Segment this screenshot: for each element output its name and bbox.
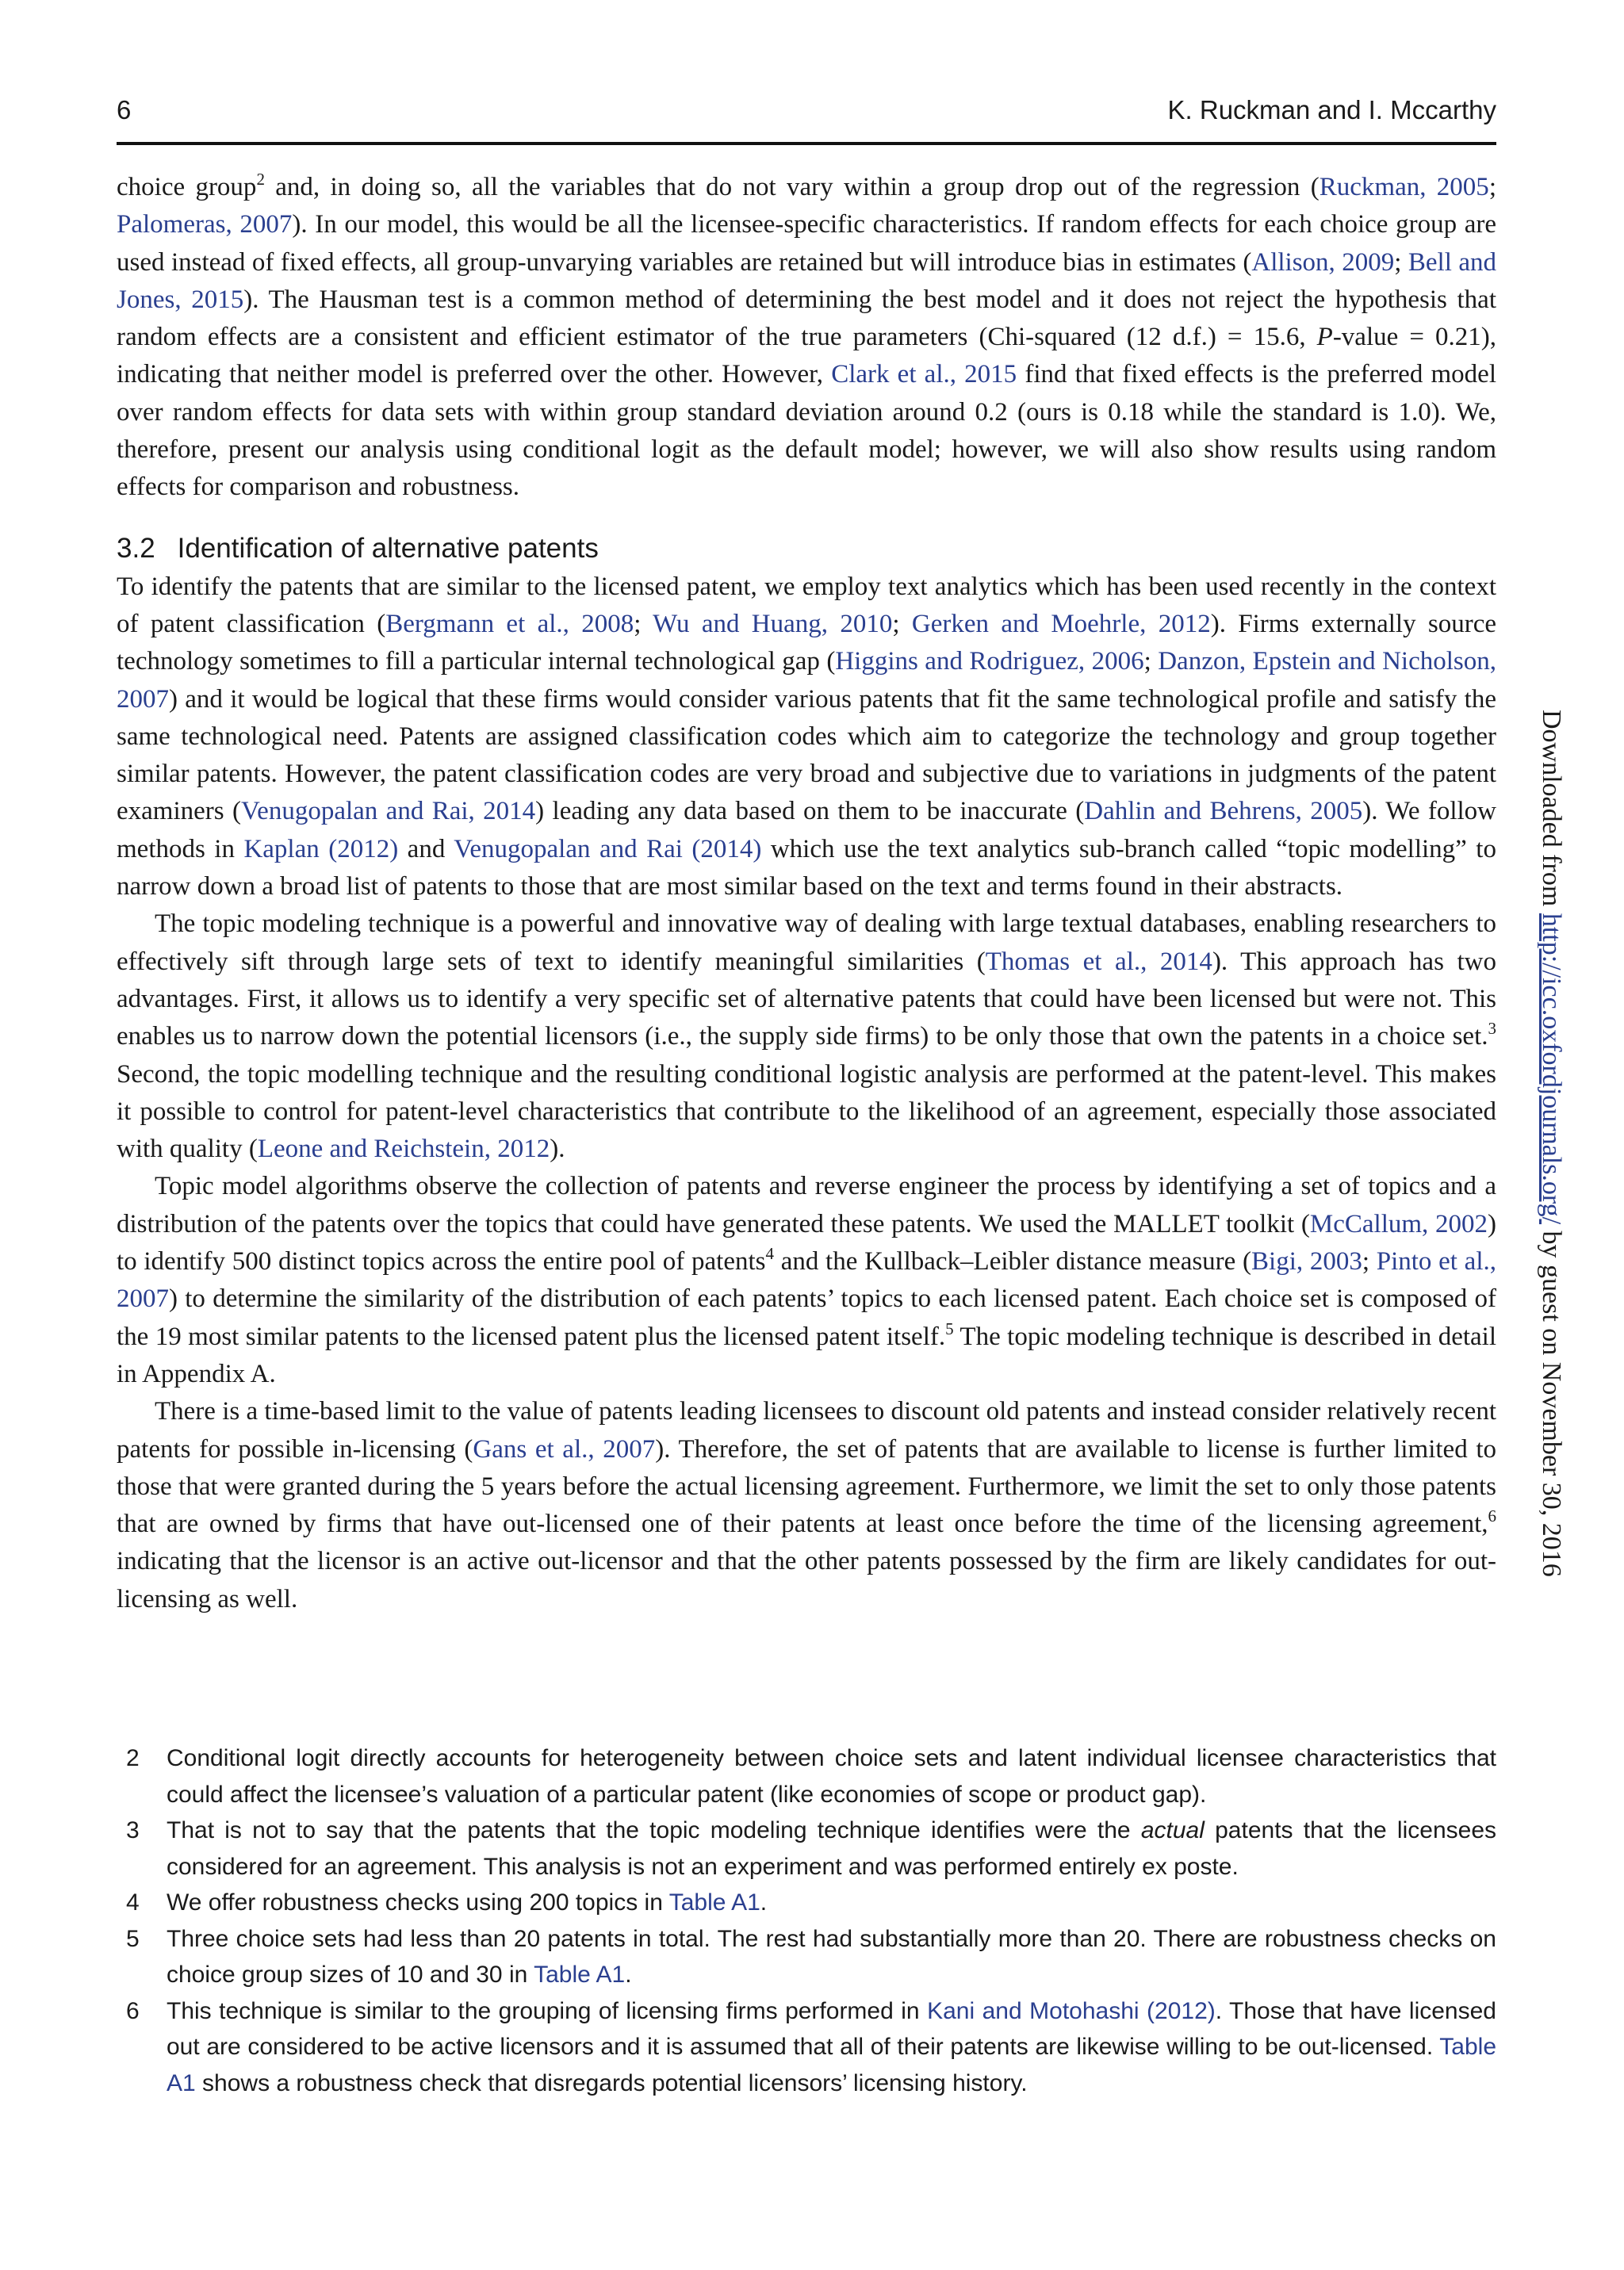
footnote-3: 3 That is not to say that the patents that the topic modeling technique identifies were the actual patents that the licensees considered for an agreement. This analysis is not an experiment and was performed entirely ex poste. <box>117 1813 1496 1885</box>
citation-bergmann-2008[interactable]: Bergmann et al., 2008 <box>385 609 634 638</box>
citation-thomas-2014[interactable]: Thomas et al., 2014 <box>985 947 1212 976</box>
download-watermark: Downloaded from http://icc.oxfordjournals.org/ by guest on November 30, 2016 <box>1537 710 1566 1577</box>
citation-palomeras-2007[interactable]: Palomeras, 2007 <box>117 210 293 239</box>
table-a1-link[interactable]: Table A1 <box>668 1889 760 1916</box>
main-text <box>117 169 1496 1618</box>
citation-dahlin-behrens-2005[interactable]: Dahlin and Behrens, 2005 <box>1084 797 1363 826</box>
footnote-ref-2[interactable]: 2 <box>256 170 265 189</box>
citation-allison-2009[interactable]: Allison, 2009 <box>1251 247 1395 277</box>
citation-gans-2007[interactable]: Gans et al., 2007 <box>473 1434 656 1464</box>
footnote-ref-3[interactable]: 3 <box>1488 1019 1496 1039</box>
footnote-ref-5[interactable]: 5 <box>945 1319 954 1338</box>
footnote-2 <box>117 1740 1496 1813</box>
page-number: 6 <box>117 95 132 124</box>
table-a1-link[interactable]: Table A1 <box>167 2034 1496 2096</box>
citation-venugopalan-rai-2014b[interactable]: Venugopalan and Rai (2014) <box>454 834 762 863</box>
citation-danzon-2007[interactable]: Danzon, Epstein and Nicholson, 2007 <box>117 647 1497 714</box>
footnote-number: 3 <box>126 1817 140 1843</box>
footnotes <box>117 1740 1496 2101</box>
footnote-number: 5 <box>126 1925 140 1952</box>
footnote-ref-4[interactable]: 4 <box>765 1244 774 1264</box>
footnote-ref-6[interactable]: 6 <box>1488 1506 1496 1526</box>
citation-gerken-moehrle-2012[interactable]: Gerken and Moehrle, 2012 <box>911 609 1211 638</box>
paragraph-2: To identify the patents that are similar to the licensed patent, we employ text analytics which has been used recently in the context of patent classification (Bergmann et al., 2008; Wu and Huang, 2010; Gerken and Moehrle, 2012). Firms externally source technology sometimes to fill a particular internal technological gap (Higgins and Rodriguez, 2006; Danzon, Epstein and Nicholson, 2007) and it would be logical that these firms would consider various patents that fit the same technological profile and satisfy the same technological need. Patents are assigned classification codes which aim to categorize the technology and group together similar patents. However, the patent classification codes are very broad and subjective due to variations in judgments of the patent examiners (Venugopalan and Rai, 2014) leading any data based on them to be inaccurate (Dahlin and Behrens, 2005). We follow methods in Kaplan (2012) and Venugopalan and Rai (2014) which use the text analytics sub-branch called “topic modelling” to narrow down a broad list of patents to those that are most similar based on the text and terms found in their abstracts. <box>117 572 1497 901</box>
paragraph-3: The topic modeling technique is a powerful and innovative way of dealing with large textual databases, enabling researchers to effectively sift through large sets of text to identify meaningful similarities (Thomas et al., 2014). This approach has two advantages. First, it allows us to identify a very specific set of alternative patents that could have been licensed but were not. This enables us to narrow down the potential licensors (i.e., the supply side firms) to be only those that own the patents in a choice set.$^3$ Second, the topic modelling technique and the resulting conditional logistic analysis are performed at the patent-level. This makes it possible to control for patent-level characteristics that contribute to the likelihood of an agreement, especially those associated with quality (Leone and Reichstein, 2012). <box>117 909 1496 1164</box>
footnote-5: 5 Three choice sets had less than 20 patents in total. The rest had substantially more than 20. There are robustness checks on choice group sizes of 10 and 30 in Table A1. <box>117 1921 1496 1993</box>
citation-mccallum-2002[interactable]: McCallum, 2002 <box>1309 1209 1488 1238</box>
footnote-number: 2 <box>126 1745 140 1771</box>
table-a1-link[interactable]: Table A1 <box>534 1962 626 1988</box>
citation-venugopalan-rai-2014[interactable]: Venugopalan and Rai, 2014 <box>241 797 536 826</box>
paragraph-4: Topic model algorithms observe the collection of patents and reverse engineer the process by identifying a set of topics and a distribution of the patents over the topics that could have generated these patents. We used the MALLET toolkit (McCallum, 2002) to identify 500 distinct topics across the entire pool of patents$^4$ and the Kullback–Leibler distance measure (Bigi, 2003; Pinto et al., 2007) to determine the similarity of the distribution of each patents’ topics to each licensed patent. Each choice set is composed of the 19 most similar patents to the licensed patent plus the licensed patent itself.$^5$ The topic modeling technique is described in detail in Appendix A. <box>117 1172 1497 1388</box>
header-rule <box>117 142 1496 145</box>
citation-bigi-2003[interactable]: Bigi, 2003 <box>1251 1247 1362 1277</box>
footnote-4: 4 We offer robustness checks using 200 topics in Table A1. <box>117 1885 1496 1921</box>
citation-wu-huang-2010[interactable]: Wu and Huang, 2010 <box>653 609 893 638</box>
running-head: K. Ruckman and I. Mccarthy <box>1167 95 1496 124</box>
section-title: Identification of alternative patents <box>177 532 599 564</box>
page-header <box>117 89 1496 136</box>
footnote-number: 6 <box>126 1997 140 2024</box>
citation-leone-reichstein-2012[interactable]: Leone and Reichstein, 2012 <box>257 1135 550 1164</box>
section-number: 3.2 <box>117 532 155 564</box>
citation-higgins-rodriguez-2006[interactable]: Higgins and Rodriguez, 2006 <box>835 647 1144 676</box>
citation-clark-2015[interactable]: Clark et al., 2015 <box>831 360 1017 389</box>
section-heading <box>117 529 1496 568</box>
footnote-number: 4 <box>126 1889 140 1916</box>
footnote-text: Conditional logit directly accounts for heterogeneity between choice sets and latent individual licensee characteristics that could affect the licensee’s valuation of a particular patent (like economies of scope or product gap). <box>167 1745 1496 1808</box>
footnote-6: 6 This technique is similar to the grouping of licensing firms performed in Kani and Motohashi (2012). Those that have licensed out are considered to be active licensors and it is assumed that all of their patents are likewise willing to be out-licensed. Table A1 shows a robustness check that disregards potential licensors’ licensing history. <box>117 1993 1496 2102</box>
citation-pinto-2007[interactable]: Pinto et al., 2007 <box>117 1247 1496 1314</box>
citation-ruckman-2005[interactable]: Ruckman, 2005 <box>1319 173 1489 201</box>
paragraph-1: choice group$^2$ and, in doing so, all the variables that do not vary within a group drop out of the regression (Ruckman, 2005; Palomeras, 2007). In our model, this would be all the licensee-specific characteristics. If random effects for each choice group are used instead of fixed effects, all group-unvarying variables are retained but will introduce bias in estimates (Allison, 2009; Bell and Jones, 2015). The Hausman test is a common method of determining the best model and it does not reject the hypothesis that random effects are a consistent and efficient estimator of the true parameters (Chi-squared (12 d.f.) = 15.6, P-value = 0.21), indicating that neither model is preferred over the other. However, Clark et al., 2015 find that fixed effects is the preferred model over random effects for data sets with within group standard deviation around 0.2 (ours is 0.18 while the standard is 1.0). We, therefore, present our analysis using conditional logit as the default model; however, we will also show results using random effects for comparison and robustness. <box>117 170 1496 502</box>
journal-url-link[interactable]: http://icc.oxfordjournals.org/ <box>1537 913 1566 1225</box>
paragraph-5: There is a time-based limit to the value of patents leading licensees to discount old patents and instead consider relatively recent patents for possible in-licensing (Gans et al., 2007). Therefore, the set of patents that are available to license is further limited to those that were granted during the 5 years before the actual licensing agreement. Furthermore, we limit the set to only those patents that are owned by firms that have out-licensed one of their patents at least once before the time of the licensing agreement,$^6$ indicating that the licensor is an active out-licensor and that the other patents possessed by the firm are likely candidates for out-licensing as well. <box>117 1397 1496 1613</box>
citation-bell-jones-2015[interactable]: Bell and Jones, 2015 <box>117 247 1496 314</box>
citation-kaplan-2012[interactable]: Kaplan (2012) <box>243 834 399 863</box>
citation-kani-motohashi-2012[interactable]: Kani and Motohashi (2012) <box>927 1997 1216 2024</box>
